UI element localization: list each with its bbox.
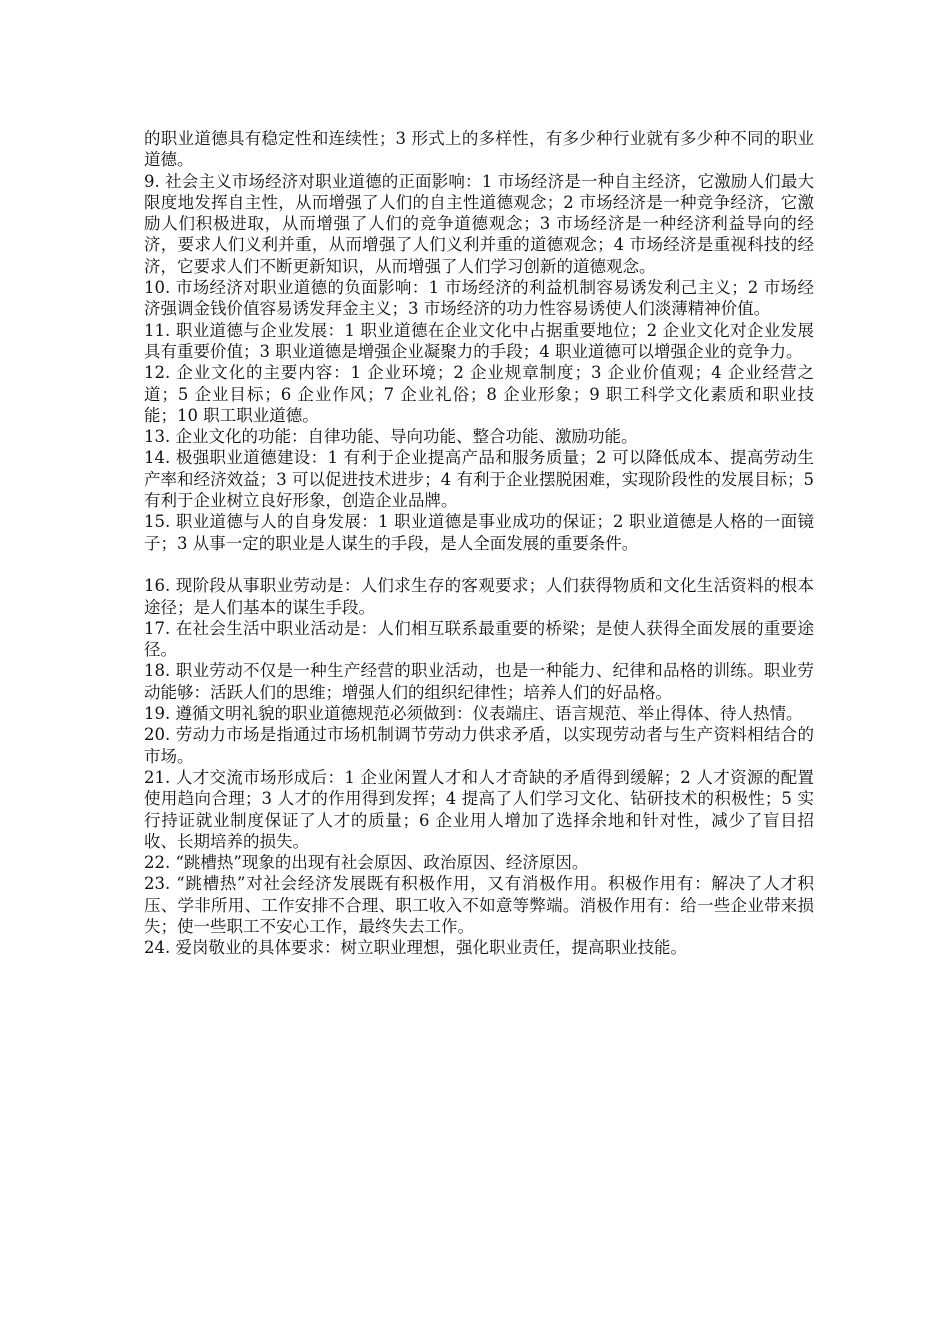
- paragraph-item-24: 24. 爱岗敬业的具体要求：树立职业理想，强化职业责任，提高职业技能。: [144, 938, 687, 958]
- paragraph-item-23: 23. “跳槽热”对社会经济发展既有积极作用，又有消极作用。积极作用有：解决了人才积压、学非所用、工作安排不合理、职工收入不如意等弊端。消极作用有：给一些企业带来损失；使一些职工不安心工作，最终失去工作。: [144, 874, 814, 936]
- paragraph-item-19: 19. 遵循文明礼貌的职业道德规范必须做到：仪表端庄、语言规范、举止得体、待人热情。: [144, 704, 803, 724]
- paragraph-item-21: 21. 人才交流市场形成后：1 企业闲置人才和人才奇缺的矛盾得到缓解；2 人才资源的配置使用趋向合理；3 人才的作用得到发挥；4 提高了人们学习文化、钻研技术的积极性；5 实行持证就业制度保证了人才的质量；6 企业用人增加了选择余地和针对性，减少了盲目招收、长期培养的损失。: [144, 767, 814, 851]
- blank-line: [144, 554, 814, 575]
- paragraph-item-17: 17. 在社会生活中职业活动是：人们相互联系最重要的桥梁；是使人获得全面发展的重要途径。: [144, 618, 814, 660]
- paragraph-item-20: 20. 劳动力市场是指通过市场机制调节劳动力供求矛盾，以实现劳动者与生产资料相结合的市场。: [144, 725, 814, 766]
- paragraph-continuation: 的职业道德具有稳定性和连续性；3 形式上的多样性，有多少种行业就有多少种不同的职业道德。: [144, 129, 814, 170]
- paragraph-item-14: 14. 极强职业道德建设：1 有利于企业提高产品和服务质量；2 可以降低成本、提高劳动生产率和经济效益；3 可以促进技术进步；4 有利于企业摆脱困难，实现阶段性的发展目标；5 有利于企业树立良好形象，创造企业品牌。: [144, 448, 814, 511]
- paragraph-item-13: 13. 企业文化的功能：自律功能、导向功能、整合功能、激励功能。: [144, 427, 638, 447]
- paragraph-item-11: 11. 职业道德与企业发展：1 职业道德在企业文化中占据重要地位；2 企业文化对企业发展具有重要价值；3 职业道德是增强企业凝聚力的手段；4 职业道德可以增强企业的竞争力。: [144, 320, 814, 361]
- paragraph-item-15: 15. 职业道德与人的自身发展：1 职业道德是事业成功的保证；2 职业道德是人格的一面镜子；3 从事一定的职业是人谋生的手段，是人全面发展的重要条件。: [144, 512, 814, 553]
- paragraph-item-18: 18. 职业劳动不仅是一种生产经营的职业活动，也是一种能力、纪律和品格的训练。职业劳动能够：活跃人们的思维；增强人们的组织纪律性；培养人们的好品格。: [144, 661, 814, 702]
- paragraph-item-10: 10. 市场经济对职业道德的负面影响：1 市场经济的利益机制容易诱发利己主义；2 市场经济强调金钱价值容易诱发拜金主义；3 市场经济的功力性容易诱使人们淡薄精神价值。: [144, 278, 814, 319]
- document-body: [144, 128, 814, 959]
- paragraph-item-22: 22. “跳槽热”现象的出现有社会原因、政治原因、经济原因。: [144, 853, 589, 873]
- paragraph-item-9: 9. 社会主义市场经济对职业道德的正面影响：1 市场经济是一种自主经济，它激励人们最大限度地发挥自主性，从而增强了人们的自主性道德观念；2 市场经济是一种竞争经济，它激励人们积极进取，从而增强了人们的竞争道德观念；3 市场经济是一种经济利益导向的经济，要求人们义利并重，从而增强了人们义利并重的道德观念；4 市场经济是重视科技的经济，它要求人们不断更新知识，从而增强了人们学习创新的道德观念。: [144, 171, 814, 276]
- paragraph-item-16: 16. 现阶段从事职业劳动是：人们求生存的客观要求；人们获得物质和文化生活资料的根本途径；是人们基本的谋生手段。: [144, 576, 814, 617]
- paragraph-item-12: 12. 企业文化的主要内容：1 企业环境；2 企业规章制度；3 企业价值观；4 企业经营之道；5 企业目标；6 企业作风；7 企业礼俗；8 企业形象；9 职工科学文化素质和职业技能；10 职工职业道德。: [144, 363, 814, 425]
